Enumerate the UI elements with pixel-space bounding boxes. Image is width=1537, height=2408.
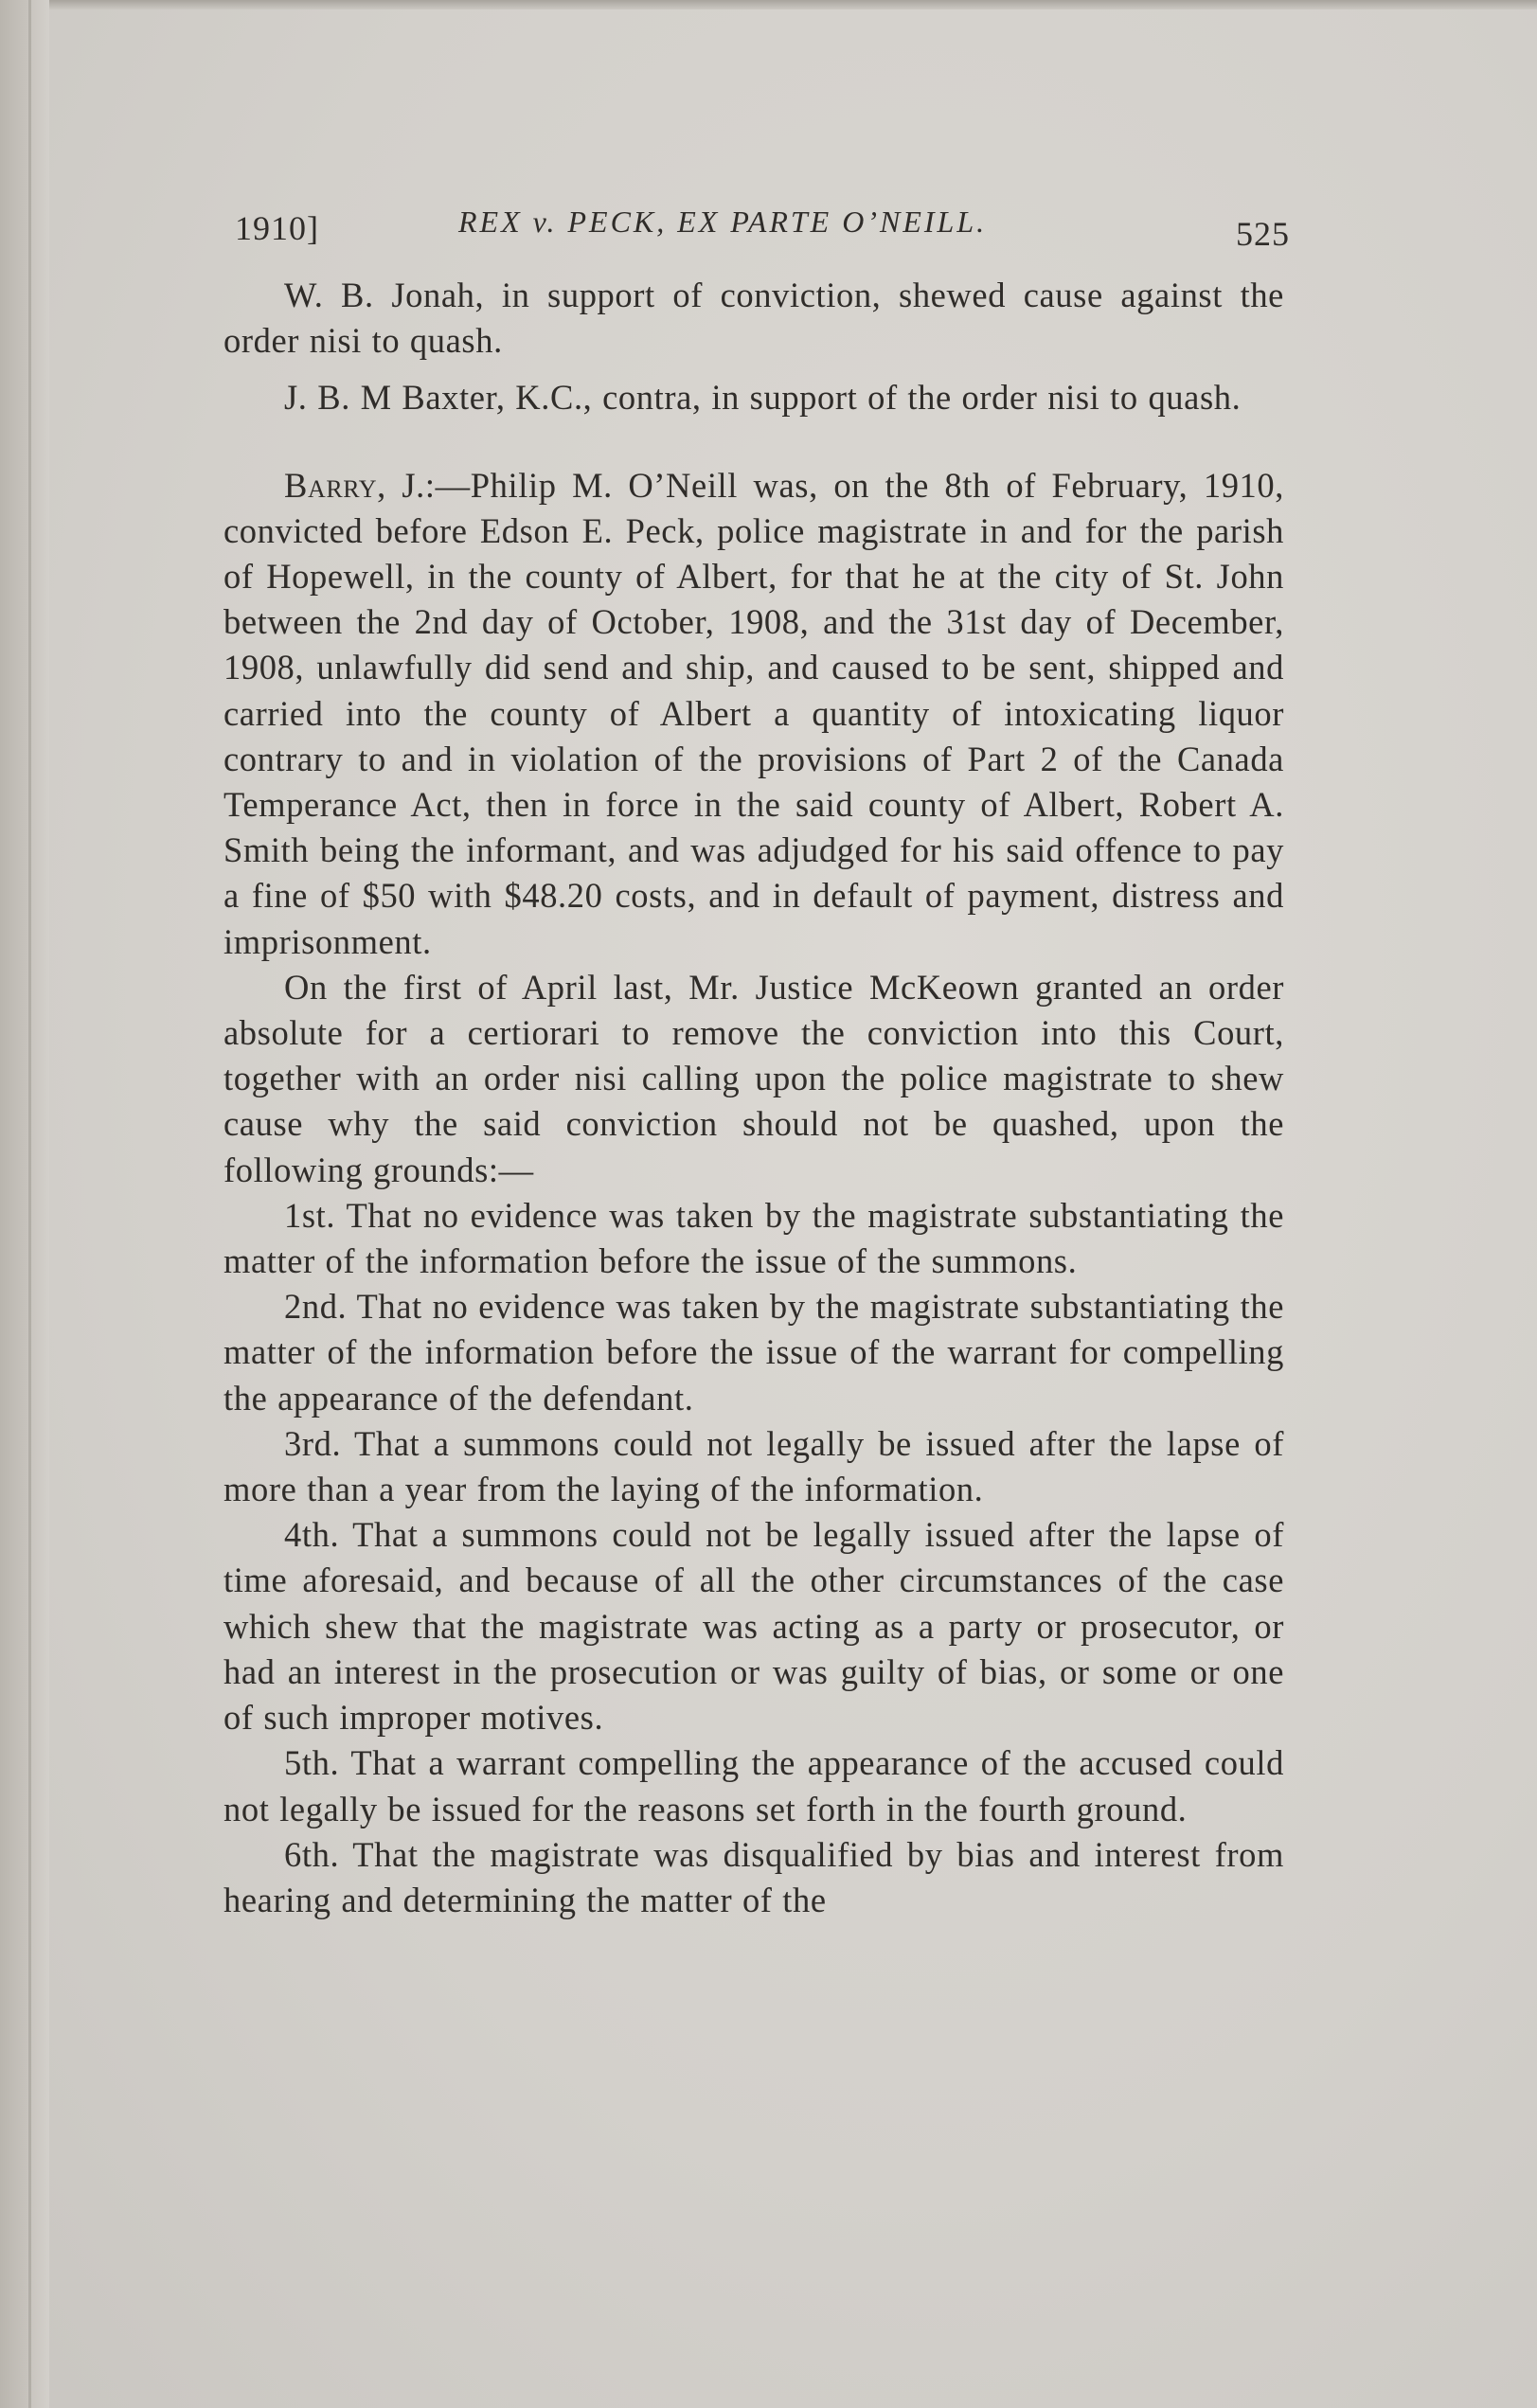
- counsel-paragraph-2: J. B. M Baxter, K.C., contra, in support of the order nisi to quash.: [284, 378, 1242, 418]
- ground-4-paragraph: 4th. That a summons could not be legally issued after the lapse of time aforesaid, and because of all the other circumstances of the case which shew that the magistrate was acting as a party or prosecutor, or had an interest in the prosecution or was guilty of bias, or some or one of such improper motives.: [223, 1515, 1284, 1738]
- judge-name: Barry, J.: [284, 465, 425, 505]
- ground-1-paragraph: 1st. That no evidence was taken by the magistrate substantiating the matter of the information before the issue of the summons.: [223, 1195, 1284, 1281]
- ground-5-paragraph: 5th. That a warrant compelling the appearance of the accused could not legally be issued for the reasons set forth in the fourth ground.: [223, 1743, 1284, 1828]
- counsel-paragraph-1: W. B. Jonah, in support of conviction, shewed cause against the order nisi to quash.: [223, 276, 1284, 361]
- page-number: 525: [1236, 215, 1290, 253]
- binding-gutter-line: [28, 0, 31, 2408]
- running-head: [223, 197, 1290, 254]
- ground-2-paragraph: 2nd. That no evidence was taken by the magistrate substantiating the matter of the information before the issue of the warrant for compelling the appearance of the defendant.: [223, 1287, 1284, 1418]
- running-head-title: REX v. PECK, EX PARTE O’NEILL.: [458, 205, 988, 239]
- page-top-edge: [0, 0, 1537, 9]
- judgment-opening-paragraph: [223, 463, 1284, 965]
- text-column: [223, 197, 1290, 1923]
- judgment-opening-text: :—Philip M. O’Neill was, on the 8th of February, 1910, convicted before Edson E. Peck, police magistrate in and for the parish of Hopewell, in the county of Albert, for that he at the city of St. John between the 2nd day of October, 1908, and the 31st day of December, 1908, unlawfully did send and ship, and caused to be sent, shipped and carried into the county of Albert a quantity of intoxicating liquor contrary to and in violation of the provisions of Part 2 of the Canada Temperance Act, then in force in the said county of Albert, Robert A. Smith being the informant, and was adjudged for his said offence to pay a fine of $50 with $48.20 costs, and in default of payment, distress and imprisonment.: [223, 465, 1284, 961]
- ground-6-paragraph: 6th. That the magistrate was disqualified by bias and interest from hearing and determining the matter of the: [223, 1834, 1284, 1919]
- running-head-year: 1910]: [235, 209, 319, 247]
- judgment-paragraph: On the first of April last, Mr. Justice McKeown granted an order absolute for a certiorari to remove the conviction into this Court, together with an order nisi calling upon the police magistrate to shew cause why the said conviction should not be quashed, upon the following grounds:—: [223, 967, 1284, 1189]
- ground-3-paragraph: 3rd. That a summons could not legally be issued after the lapse of more than a year from the laying of the information.: [223, 1423, 1284, 1509]
- book-binding-edge: [0, 0, 49, 2408]
